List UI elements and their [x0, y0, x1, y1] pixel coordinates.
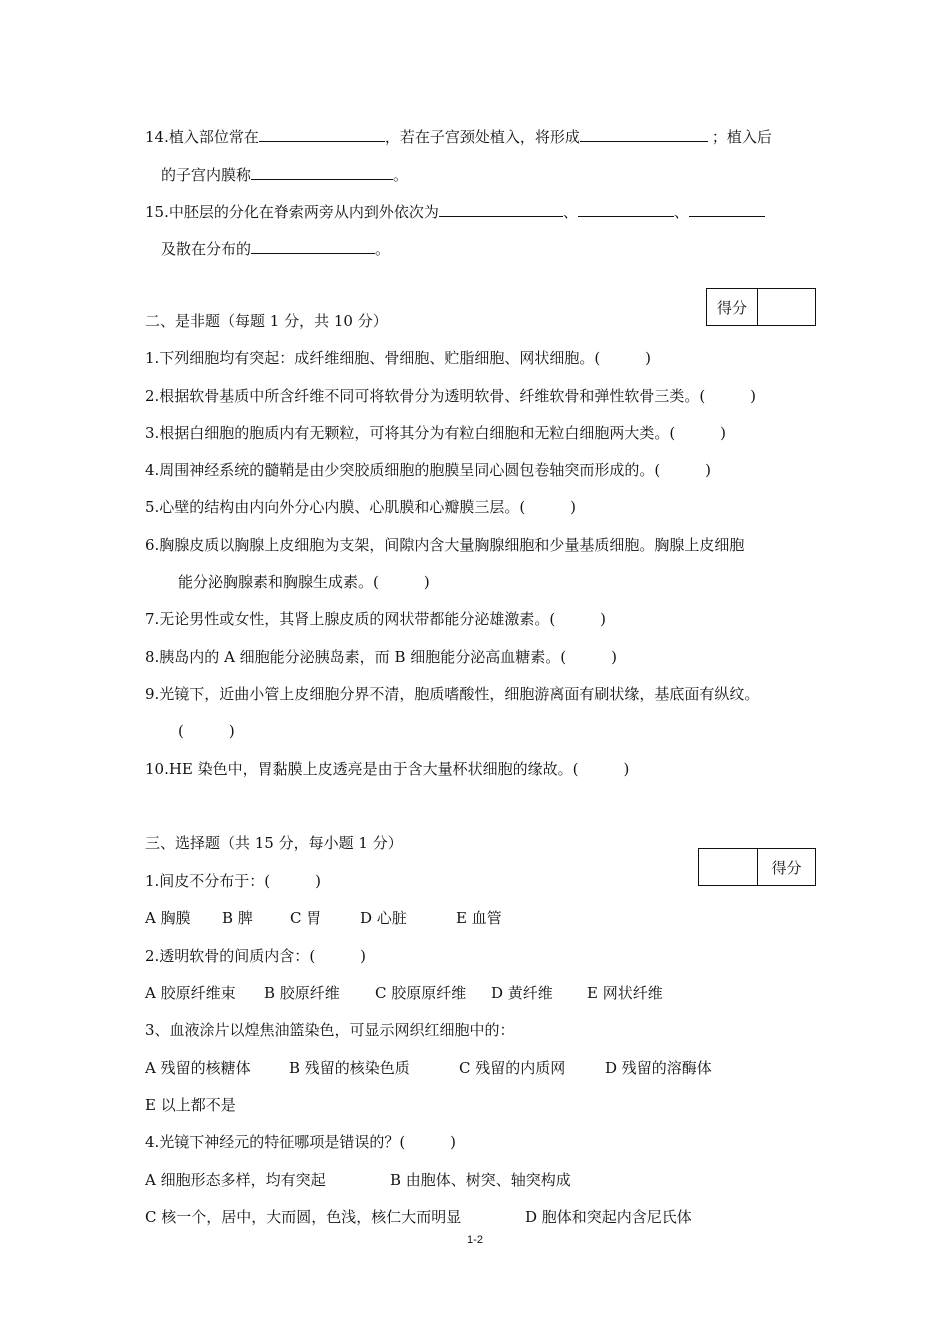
q14-text-e: 。	[393, 166, 409, 184]
q14-blank-3[interactable]	[251, 163, 393, 180]
mc-option[interactable]: A 胸膜	[145, 909, 191, 927]
section2-score-box	[706, 288, 816, 326]
mc-question: 3、血液涂片以煌焦油篮染色，可显示网织红细胞中的：	[145, 1021, 515, 1039]
mc-option[interactable]: E 网状纤维	[587, 984, 663, 1002]
tf-item: 3.根据白细胞的胞质内有无颗粒，可将其分为有粒白细胞和无粒白细胞两大类。( )	[145, 424, 727, 442]
q15-line1	[145, 200, 765, 222]
mc-option[interactable]: E 以上都不是	[145, 1096, 236, 1114]
q15-blank-3[interactable]	[689, 200, 765, 217]
q15-blank-4[interactable]	[251, 237, 375, 254]
section3-heading: 三、选择题（共 15 分，每小题 1 分）	[145, 834, 403, 852]
mc-options	[145, 908, 502, 928]
mc-option[interactable]: C 核一个，居中，大而圆，色浅，核仁大而明显	[145, 1208, 462, 1226]
mc-options	[145, 1207, 692, 1227]
mc-option[interactable]: D 残留的溶酶体	[605, 1059, 712, 1077]
mc-option[interactable]: B 脾	[222, 909, 253, 927]
q14-text-c: ；植入后	[711, 128, 772, 146]
q14-line2	[161, 163, 408, 185]
tf-item: 4.周围神经系统的髓鞘是由少突胶质细胞的胞膜呈同心圆包卷轴突而形成的。( )	[145, 461, 712, 479]
q14-text-d: 的子宫内膜称	[161, 166, 252, 184]
section2-score-label: 得分	[707, 289, 758, 325]
tf-item: 1.下列细胞均有突起：成纤维细胞、骨细胞、贮脂细胞、网状细胞。( )	[145, 349, 652, 367]
mc-option[interactable]: A 残留的核糖体	[145, 1059, 251, 1077]
section3-score-box	[698, 848, 816, 886]
mc-option[interactable]: D 黄纤维	[491, 984, 553, 1002]
mc-option[interactable]: B 由胞体、树突、轴突构成	[390, 1171, 571, 1189]
mc-options	[145, 1058, 712, 1078]
tf-item: 7.无论男性或女性，其肾上腺皮质的网状带都能分泌雄激素。( )	[145, 610, 607, 628]
q14-line1	[145, 125, 772, 147]
mc-question: 1.间皮不分布于：( )	[145, 872, 322, 890]
tf-item: 5.心壁的结构由内向外分心内膜、心肌膜和心瓣膜三层。( )	[145, 498, 577, 516]
q14-text-a: 14.植入部位常在	[145, 128, 259, 146]
mc-option[interactable]: C 胃	[290, 909, 322, 927]
mc-option[interactable]: A 细胞形态多样，均有突起	[145, 1171, 326, 1189]
mc-option[interactable]: C 残留的内质网	[459, 1059, 566, 1077]
q14-blank-1[interactable]	[259, 125, 385, 142]
mc-question: 2.透明软骨的间质内含：( )	[145, 947, 367, 965]
q15-sep-1: 、	[562, 203, 578, 221]
q15-text-e: 。	[375, 240, 391, 258]
q15-blank-1[interactable]	[439, 200, 563, 217]
q15-text-d: 及散在分布的	[161, 240, 252, 258]
q14-blank-2[interactable]	[580, 125, 708, 142]
mc-option[interactable]: E 血管	[456, 909, 502, 927]
tf-item: 8.胰岛内的 A 细胞能分泌胰岛素，而 B 细胞能分泌高血糖素。( )	[145, 648, 617, 666]
mc-option[interactable]: B 残留的核染色质	[289, 1059, 410, 1077]
tf-item: 6.胸腺皮质以胸腺上皮细胞为支架，间隙内含大量胸腺细胞和少量基质细胞。胸腺上皮细胞	[145, 536, 745, 554]
mc-option[interactable]: B 胶原纤维	[264, 984, 340, 1002]
mc-question: 4.光镜下神经元的特征哪项是错误的？( )	[145, 1133, 457, 1151]
tf-item: 9.光镜下，近曲小管上皮细胞分界不清，胞质嗜酸性，细胞游离面有刷状缘，基底面有纵纹。	[145, 685, 760, 703]
q15-text-a: 15.中胚层的分化在脊索两旁从内到外依次为	[145, 203, 439, 221]
section2-heading: 二、是非题（每题 1 分，共 10 分）	[145, 312, 388, 330]
mc-option[interactable]: D 胞体和突起内含尼氏体	[525, 1208, 692, 1226]
q15-line2	[161, 237, 390, 259]
mc-options	[145, 983, 663, 1003]
page-number: 1-2	[467, 1234, 483, 1246]
section3-score-value[interactable]	[699, 849, 758, 885]
mc-options	[145, 1170, 571, 1190]
tf-item-cont: ( )	[178, 722, 235, 740]
tf-item: 10.HE 染色中，胃黏膜上皮透亮是由于含大量杯状细胞的缘故。( )	[145, 760, 630, 778]
mc-option[interactable]: C 胶原原纤维	[375, 984, 467, 1002]
q14-text-b: ，若在子宫颈处植入，将形成	[384, 128, 580, 146]
mc-option[interactable]: D 心脏	[360, 909, 407, 927]
tf-item: 2.根据软骨基质中所含纤维不同可将软骨分为透明软骨、纤维软骨和弹性软骨三类。( )	[145, 387, 757, 405]
section3-score-label: 得分	[771, 858, 802, 877]
section2-score-value[interactable]	[758, 289, 815, 325]
tf-item-cont: 能分泌胸腺素和胸腺生成素。( )	[178, 573, 430, 591]
q15-sep-2: 、	[673, 203, 689, 221]
q15-blank-2[interactable]	[578, 200, 674, 217]
mc-option[interactable]: A 胶原纤维束	[145, 984, 236, 1002]
